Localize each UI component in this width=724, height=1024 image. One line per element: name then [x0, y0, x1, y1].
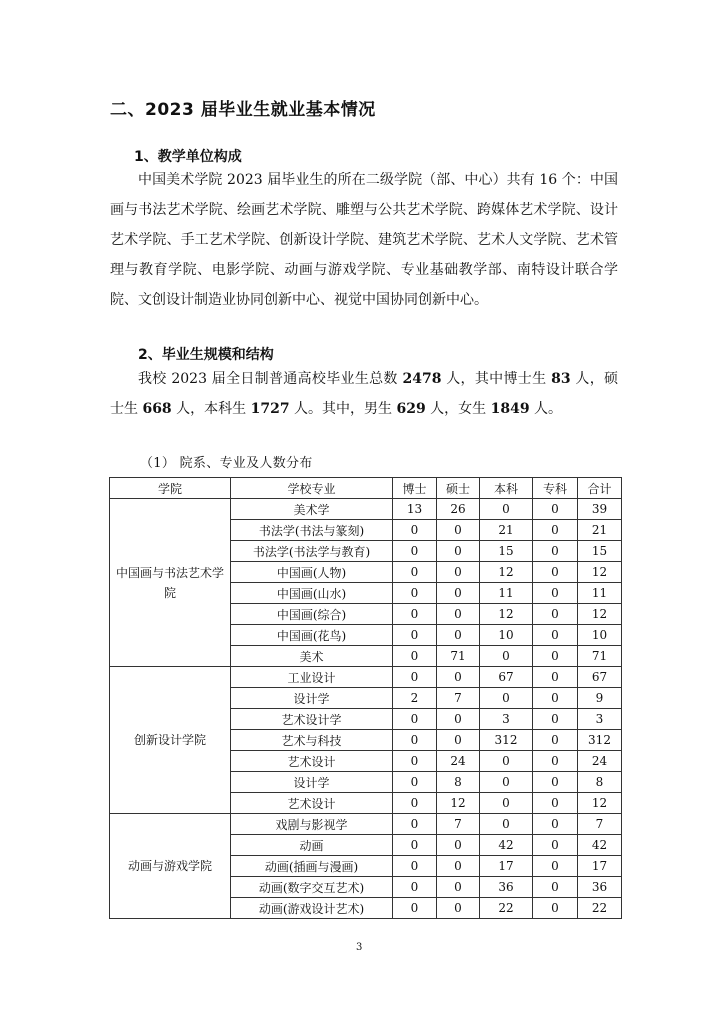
phd-count: 83	[551, 371, 571, 387]
junior-cell: 0	[533, 856, 578, 877]
total-cell: 22	[578, 898, 622, 919]
major-cell: 中国画(山水)	[231, 583, 393, 604]
phd-cell: 0	[393, 562, 437, 583]
header-junior: 专科	[533, 478, 578, 499]
phd-cell: 0	[393, 751, 437, 772]
master-cell: 0	[437, 877, 480, 898]
junior-cell: 0	[533, 793, 578, 814]
bachelor-cell: 12	[480, 562, 533, 583]
total-cell: 39	[578, 499, 622, 520]
master-cell: 0	[437, 562, 480, 583]
junior-cell: 0	[533, 730, 578, 751]
junior-cell: 0	[533, 646, 578, 667]
master-cell: 7	[437, 814, 480, 835]
junior-cell: 0	[533, 541, 578, 562]
male-count: 629	[396, 401, 426, 417]
phd-cell: 13	[393, 499, 437, 520]
major-cell: 中国画(人物)	[231, 562, 393, 583]
master-cell: 0	[437, 856, 480, 877]
master-cell: 0	[437, 625, 480, 646]
master-cell: 8	[437, 772, 480, 793]
junior-cell: 0	[533, 898, 578, 919]
major-cell: 书法学(书法与篆刻)	[231, 520, 393, 541]
header-college: 学院	[110, 478, 231, 499]
bachelor-cell: 67	[480, 667, 533, 688]
major-cell: 设计学	[231, 772, 393, 793]
table-row	[110, 814, 622, 835]
total-cell: 12	[578, 562, 622, 583]
major-cell: 艺术与科技	[231, 730, 393, 751]
total-cell: 24	[578, 751, 622, 772]
total-cell: 8	[578, 772, 622, 793]
bachelor-cell: 36	[480, 877, 533, 898]
bachelor-cell: 17	[480, 856, 533, 877]
subsection-heading-2: 2、毕业生规模和结构	[138, 347, 274, 363]
phd-cell: 2	[393, 688, 437, 709]
header-bachelor: 本科	[480, 478, 533, 499]
master-cell: 0	[437, 583, 480, 604]
paragraph-graduate-scale: 我校 2023 届全日制普通高校毕业生总数 2478 人，其中博士生 83 人，硕士生 668 人，本科生 1727 人。其中，男生 629 人，女生 1849 人。	[110, 371, 619, 417]
bachelor-cell: 0	[480, 772, 533, 793]
phd-cell: 0	[393, 877, 437, 898]
major-cell: 艺术设计	[231, 793, 393, 814]
table-row	[110, 499, 622, 520]
master-cell: 71	[437, 646, 480, 667]
phd-cell: 0	[393, 772, 437, 793]
phd-cell: 0	[393, 625, 437, 646]
junior-cell: 0	[533, 604, 578, 625]
total-cell: 10	[578, 625, 622, 646]
bachelor-cell: 10	[480, 625, 533, 646]
section-title: 二、2023 届毕业生就业基本情况	[110, 100, 376, 120]
phd-cell: 0	[393, 604, 437, 625]
paragraph-teaching-units: 中国美术学院 2023 届毕业生的所在二级学院（部、中心）共有 16 个：中国画与书法艺术学院、绘画艺术学院、雕塑与公共艺术学院、跨媒体艺术学院、设计艺术学院、手工艺术学院、创新设计学院、建筑艺术学院、艺术人文学院、艺术管理与教育学院、电影学院、动画与游戏学院、专业基础教学部、南特设计联合学院、文创设计制造业协同创新中心、视觉中国协同创新中心。	[110, 172, 618, 308]
total-cell: 9	[578, 688, 622, 709]
major-cell: 书法学(书法学与教育)	[231, 541, 393, 562]
major-cell: 设计学	[231, 688, 393, 709]
junior-cell: 0	[533, 625, 578, 646]
junior-cell: 0	[533, 751, 578, 772]
master-cell: 0	[437, 898, 480, 919]
phd-cell: 0	[393, 520, 437, 541]
bachelor-cell: 0	[480, 646, 533, 667]
major-cell: 中国画(花鸟)	[231, 625, 393, 646]
phd-cell: 0	[393, 730, 437, 751]
total-cell: 12	[578, 793, 622, 814]
total-cell: 11	[578, 583, 622, 604]
major-cell: 艺术设计	[231, 751, 393, 772]
bachelor-cell: 0	[480, 814, 533, 835]
major-cell: 动画(游戏设计艺术)	[231, 898, 393, 919]
header-master: 硕士	[437, 478, 480, 499]
junior-cell: 0	[533, 688, 578, 709]
table-caption: （1） 院系、专业及人数分布	[140, 456, 313, 471]
table-header-row	[110, 478, 622, 499]
master-count: 668	[142, 401, 172, 417]
major-cell: 美术学	[231, 499, 393, 520]
phd-cell: 0	[393, 667, 437, 688]
junior-cell: 0	[533, 709, 578, 730]
total-cell: 15	[578, 541, 622, 562]
major-cell: 动画	[231, 835, 393, 856]
master-cell: 7	[437, 688, 480, 709]
major-cell: 工业设计	[231, 667, 393, 688]
master-cell: 24	[437, 751, 480, 772]
phd-cell: 0	[393, 709, 437, 730]
bachelor-cell: 21	[480, 520, 533, 541]
table-row	[110, 667, 622, 688]
phd-cell: 0	[393, 646, 437, 667]
major-cell: 戏剧与影视学	[231, 814, 393, 835]
phd-cell: 0	[393, 835, 437, 856]
college-cell: 动画与游戏学院	[110, 814, 231, 919]
total-cell: 12	[578, 604, 622, 625]
junior-cell: 0	[533, 583, 578, 604]
bachelor-cell: 42	[480, 835, 533, 856]
bachelor-cell: 3	[480, 709, 533, 730]
bachelor-cell: 0	[480, 793, 533, 814]
phd-cell: 0	[393, 814, 437, 835]
major-cell: 动画(数字交互艺术)	[231, 877, 393, 898]
master-cell: 0	[437, 730, 480, 751]
major-cell: 艺术设计学	[231, 709, 393, 730]
bachelor-cell: 0	[480, 751, 533, 772]
master-cell: 0	[437, 709, 480, 730]
master-cell: 0	[437, 520, 480, 541]
distribution-table	[109, 477, 622, 919]
phd-cell: 0	[393, 541, 437, 562]
total-count: 2478	[402, 371, 442, 387]
junior-cell: 0	[533, 667, 578, 688]
phd-cell: 0	[393, 793, 437, 814]
college-cell: 创新设计学院	[110, 667, 231, 814]
phd-cell: 0	[393, 856, 437, 877]
junior-cell: 0	[533, 499, 578, 520]
header-total: 合计	[578, 478, 622, 499]
female-count: 1849	[490, 401, 530, 417]
major-cell: 美术	[231, 646, 393, 667]
phd-cell: 0	[393, 583, 437, 604]
header-major: 学校专业	[231, 478, 393, 499]
total-cell: 312	[578, 730, 622, 751]
junior-cell: 0	[533, 772, 578, 793]
junior-cell: 0	[533, 814, 578, 835]
total-cell: 67	[578, 667, 622, 688]
bachelor-cell: 11	[480, 583, 533, 604]
master-cell: 0	[437, 604, 480, 625]
page-number: 3	[356, 942, 363, 953]
total-cell: 3	[578, 709, 622, 730]
bachelor-cell: 15	[480, 541, 533, 562]
total-cell: 21	[578, 520, 622, 541]
master-cell: 0	[437, 835, 480, 856]
bachelor-cell: 0	[480, 499, 533, 520]
total-cell: 17	[578, 856, 622, 877]
master-cell: 0	[437, 667, 480, 688]
junior-cell: 0	[533, 877, 578, 898]
total-cell: 7	[578, 814, 622, 835]
major-cell: 动画(插画与漫画)	[231, 856, 393, 877]
total-cell: 71	[578, 646, 622, 667]
junior-cell: 0	[533, 562, 578, 583]
master-cell: 0	[437, 541, 480, 562]
junior-cell: 0	[533, 520, 578, 541]
bachelor-cell: 0	[480, 688, 533, 709]
bachelor-cell: 12	[480, 604, 533, 625]
master-cell: 12	[437, 793, 480, 814]
master-cell: 26	[437, 499, 480, 520]
college-cell: 中国画与书法艺术学院	[110, 499, 231, 667]
total-cell: 36	[578, 877, 622, 898]
bachelor-cell: 312	[480, 730, 533, 751]
major-cell: 中国画(综合)	[231, 604, 393, 625]
bachelor-count: 1727	[250, 401, 290, 417]
bachelor-cell: 22	[480, 898, 533, 919]
junior-cell: 0	[533, 835, 578, 856]
phd-cell: 0	[393, 898, 437, 919]
total-cell: 42	[578, 835, 622, 856]
header-phd: 博士	[393, 478, 437, 499]
subsection-heading-1: 1、教学单位构成	[134, 149, 242, 165]
